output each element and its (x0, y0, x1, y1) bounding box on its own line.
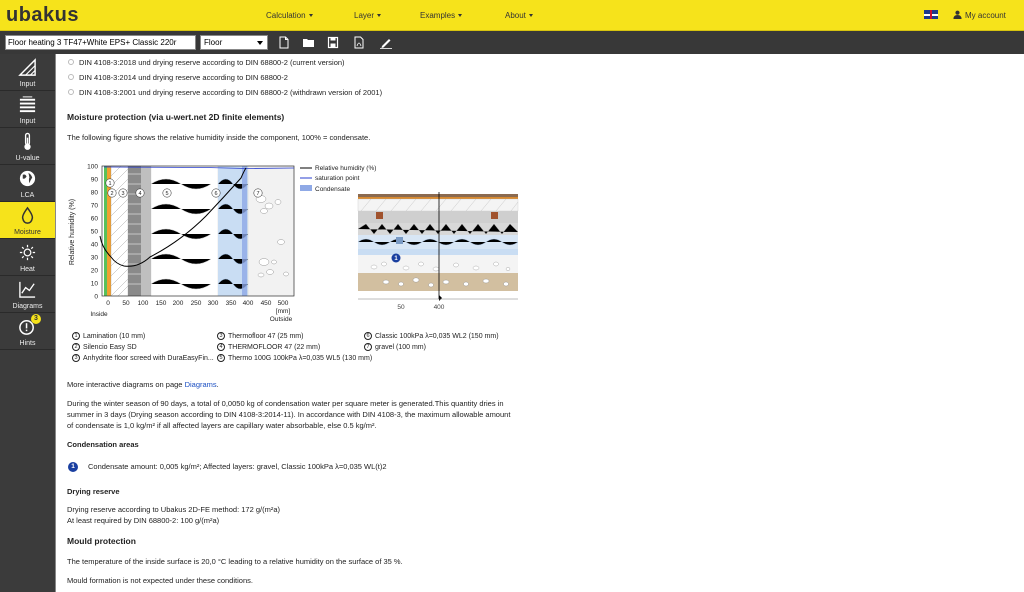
new-file-icon[interactable] (278, 36, 290, 49)
uk-flag-icon[interactable] (924, 10, 938, 19)
y-tick: 60 (90, 215, 98, 223)
component-title-input[interactable]: Floor heating 3 TF47+White EPS+ Classic 220r (5, 35, 196, 50)
section-tick: 400 (433, 304, 445, 311)
layer-legend-item (217, 332, 303, 340)
outside-label: Outside (269, 316, 293, 323)
x-tick: 400 (242, 300, 254, 307)
layer-thermofloor-47 (141, 166, 151, 296)
more-diagrams-text (67, 379, 219, 391)
x-tick: 250 (190, 300, 202, 307)
layer-gravel (248, 166, 294, 296)
component-type-value: Floor (204, 38, 223, 47)
standard-option-label: DIN 4108-3:2001 und drying reserve according to DIN 68800-2 (withdrawn version of 2001) (79, 88, 383, 97)
layer-thermofloor (128, 166, 141, 296)
chevron-down-icon (458, 14, 462, 17)
legend-saturation: saturation point (315, 175, 360, 182)
standard-radio-2001[interactable] (68, 89, 74, 95)
chevron-down-icon (257, 41, 263, 45)
section-tick: 50 (397, 304, 405, 311)
sidebar-item-moisture[interactable] (0, 202, 55, 239)
hints-count-badge: 3 (31, 314, 41, 324)
menu-calculation-label: Calculation (266, 11, 306, 20)
layer-mark: 6 (214, 191, 218, 197)
sidebar-item-label: Input (19, 81, 36, 88)
wall-structure-icon (18, 58, 37, 77)
globe-icon (18, 169, 37, 188)
x-tick: 150 (155, 300, 167, 307)
moisture-intro: The following figure shows the relative humidity inside the component, 100% = condensate. (67, 133, 371, 142)
menu-examples-label: Examples (420, 11, 456, 20)
condensate-zone (242, 166, 247, 296)
condensation-text-line-3: of condensate is 1,0 kg/m² if all affected layers are capillary water absorbable, else 0.5 kg/m². (67, 421, 377, 430)
layer-mark: 5 (165, 191, 169, 197)
y-tick: 0 (94, 293, 98, 301)
layer-legend-text: Thermo 100G 100kPa λ=0,035 WL5 (130 mm) (228, 354, 373, 362)
x-tick: 350 (225, 300, 237, 307)
mould-protection-title: Mould protection (67, 536, 136, 546)
x-tick: 50 (122, 300, 130, 307)
user-icon (953, 10, 962, 19)
x-tick: 450 (260, 300, 272, 307)
condensation-areas-title: Condensation areas (67, 440, 139, 449)
legend-condensate: Condensate (315, 186, 351, 193)
sidebar-item-label: Diagrams (12, 303, 43, 310)
sidebar-item-heat[interactable] (0, 239, 55, 276)
condensation-area-text: Condensate amount: 0,005 kg/m²; Affected layers: gravel, Classic 100kPa λ=0,035 WL(t)2 (88, 462, 387, 471)
more-diagrams-suffix: . (216, 380, 219, 389)
y-tick: 70 (90, 202, 98, 210)
component-section-drawing (356, 192, 521, 324)
inside-label: Inside (90, 311, 108, 318)
legend-humidity: Relative humidity (%) (315, 165, 376, 172)
menu-layer-label: Layer (354, 11, 375, 20)
sidebar (0, 54, 55, 592)
humidity-chart (56, 154, 376, 329)
y-tick: 30 (90, 254, 98, 262)
x-tick: 300 (207, 300, 219, 307)
standard-option-label: DIN 4108-3:2014 und drying reserve according to DIN 68800-2 (79, 73, 288, 82)
sidebar-item-u-value[interactable] (0, 128, 55, 165)
logo[interactable]: ubakus (6, 4, 80, 26)
y-tick: 50 (90, 228, 98, 236)
menu-layer[interactable] (354, 11, 381, 20)
layer-mark: 7 (256, 191, 260, 197)
layer-legend-item (72, 354, 214, 362)
drying-reserve-title: Drying reserve (67, 487, 120, 496)
x-tick: 500 (277, 300, 289, 307)
x-tick: 100 (137, 300, 149, 307)
layer-number: 7 (364, 343, 372, 351)
sidebar-item-label: LCA (20, 192, 35, 199)
sidebar-item-input-layers[interactable] (0, 91, 55, 128)
layer-legend-text: THERMOFLOOR 47 (22 mm) (228, 343, 321, 351)
chevron-down-icon (529, 14, 533, 17)
chart-icon (18, 280, 37, 299)
menu-calculation[interactable] (266, 11, 313, 20)
y-tick: 40 (90, 241, 98, 249)
layer-legend-item (217, 343, 320, 351)
sidebar-item-diagrams[interactable] (0, 276, 55, 313)
layer-mark: 2 (110, 191, 114, 197)
layer-legend-text: Lamination (10 mm) (83, 332, 146, 340)
condensation-text-line-2: summer in 3 days (Drying season according to DIN 4108-3:2014-11). In accordance with DIN 4108-3, the maximum allowable amount (67, 410, 511, 419)
sidebar-item-label: Input (19, 118, 36, 125)
layer-number: 1 (72, 332, 80, 340)
layer-legend-text: Thermofloor 47 (25 mm) (228, 332, 304, 340)
layer-legend-item (364, 332, 499, 340)
drop-icon (18, 206, 37, 225)
layer-legend-text: Anhydrite floor screed with DuraEasyFin... (83, 354, 214, 362)
thermometer-icon (18, 132, 37, 151)
layer-number: 4 (217, 343, 225, 351)
condensation-area-badge: 1 (68, 462, 78, 472)
diagrams-link[interactable]: Diagrams (184, 380, 217, 389)
layer-number: 6 (364, 332, 372, 340)
top-bar (0, 0, 1024, 31)
layer-number: 2 (72, 343, 80, 351)
section-badge: 1 (394, 256, 398, 262)
drying-reserve-required: At least required by DIN 68800-2: 100 g/(m²a) (67, 516, 220, 525)
layer-mark: 1 (108, 181, 112, 187)
mould-result-text: Mould formation is not expected under these conditions. (67, 576, 253, 585)
layer-legend-text: Classic 100kPa λ=0,035 WL2 (150 mm) (375, 332, 499, 340)
layer-mark: 3 (121, 191, 125, 197)
layer-number: 3 (217, 332, 225, 340)
layer-number: 5 (217, 354, 225, 362)
standard-option-label: DIN 4108-3:2018 und drying reserve according to DIN 68800-2 (current version) (79, 58, 345, 67)
sun-icon (18, 243, 37, 262)
component-type-select[interactable] (200, 35, 268, 50)
layer-legend-text: gravel (100 mm) (375, 343, 426, 351)
menu-about-label: About (505, 11, 526, 20)
standard-radio-2018[interactable] (68, 59, 74, 65)
edit-sign-icon[interactable] (379, 36, 393, 49)
sidebar-item-lca[interactable] (0, 165, 55, 202)
layer-legend-item (72, 343, 137, 351)
more-diagrams-prefix: More interactive diagrams on page (67, 380, 185, 389)
moisture-section-title: Moisture protection (via u-wert.net 2D finite elements) (67, 112, 285, 122)
y-axis-label: Relative humidity (%) (69, 198, 76, 266)
open-folder-icon[interactable] (302, 36, 315, 49)
condensation-text-line-1: During the winter season of 90 days, a total of 0,0050 kg of condensation water per square meter is generated.This quantity dries in (67, 399, 504, 408)
x-axis-unit: [mm] (275, 308, 291, 315)
menu-examples[interactable] (420, 11, 462, 20)
y-tick: 90 (90, 176, 98, 184)
layer-legend-item (364, 343, 426, 351)
layer-legend-item (72, 332, 145, 340)
x-tick: 200 (172, 300, 184, 307)
layer-number: 3 (72, 354, 80, 362)
layer-mark: 4 (138, 191, 142, 197)
x-tick: 0 (106, 300, 110, 307)
sidebar-item-input-structure[interactable] (0, 54, 55, 91)
y-tick: 100 (87, 163, 98, 171)
sidebar-item-label: Hints (19, 340, 36, 347)
account-label: My account (965, 11, 1006, 20)
layer-legend-item (217, 354, 372, 362)
pdf-icon[interactable] (353, 36, 365, 49)
save-icon[interactable] (327, 36, 339, 49)
layer-legend-text: Silencio Easy SD (83, 343, 137, 351)
legend-condensate-swatch (300, 185, 312, 191)
layers-icon (18, 95, 37, 114)
chevron-down-icon (309, 14, 313, 17)
main-content (56, 54, 1024, 592)
mould-temperature-text: The temperature of the inside surface is 20,0 °C leading to a relative humidity on the surface of 35 %. (67, 557, 403, 566)
toolbar (0, 31, 1024, 54)
standard-radio-2014[interactable] (68, 74, 74, 80)
sidebar-item-label: Heat (20, 266, 35, 273)
sidebar-item-label: U-value (15, 155, 40, 162)
account-button[interactable] (953, 10, 1006, 20)
y-tick: 80 (90, 189, 98, 197)
sidebar-item-label: Moisture (14, 229, 41, 236)
sidebar-item-hints[interactable] (0, 313, 55, 350)
y-tick: 20 (90, 267, 98, 275)
chevron-down-icon (377, 14, 381, 17)
menu-about[interactable] (505, 11, 533, 20)
drying-reserve-ubakus: Drying reserve according to Ubakus 2D-FE method: 172 g/(m²a) (67, 505, 281, 514)
y-tick: 10 (90, 280, 98, 288)
